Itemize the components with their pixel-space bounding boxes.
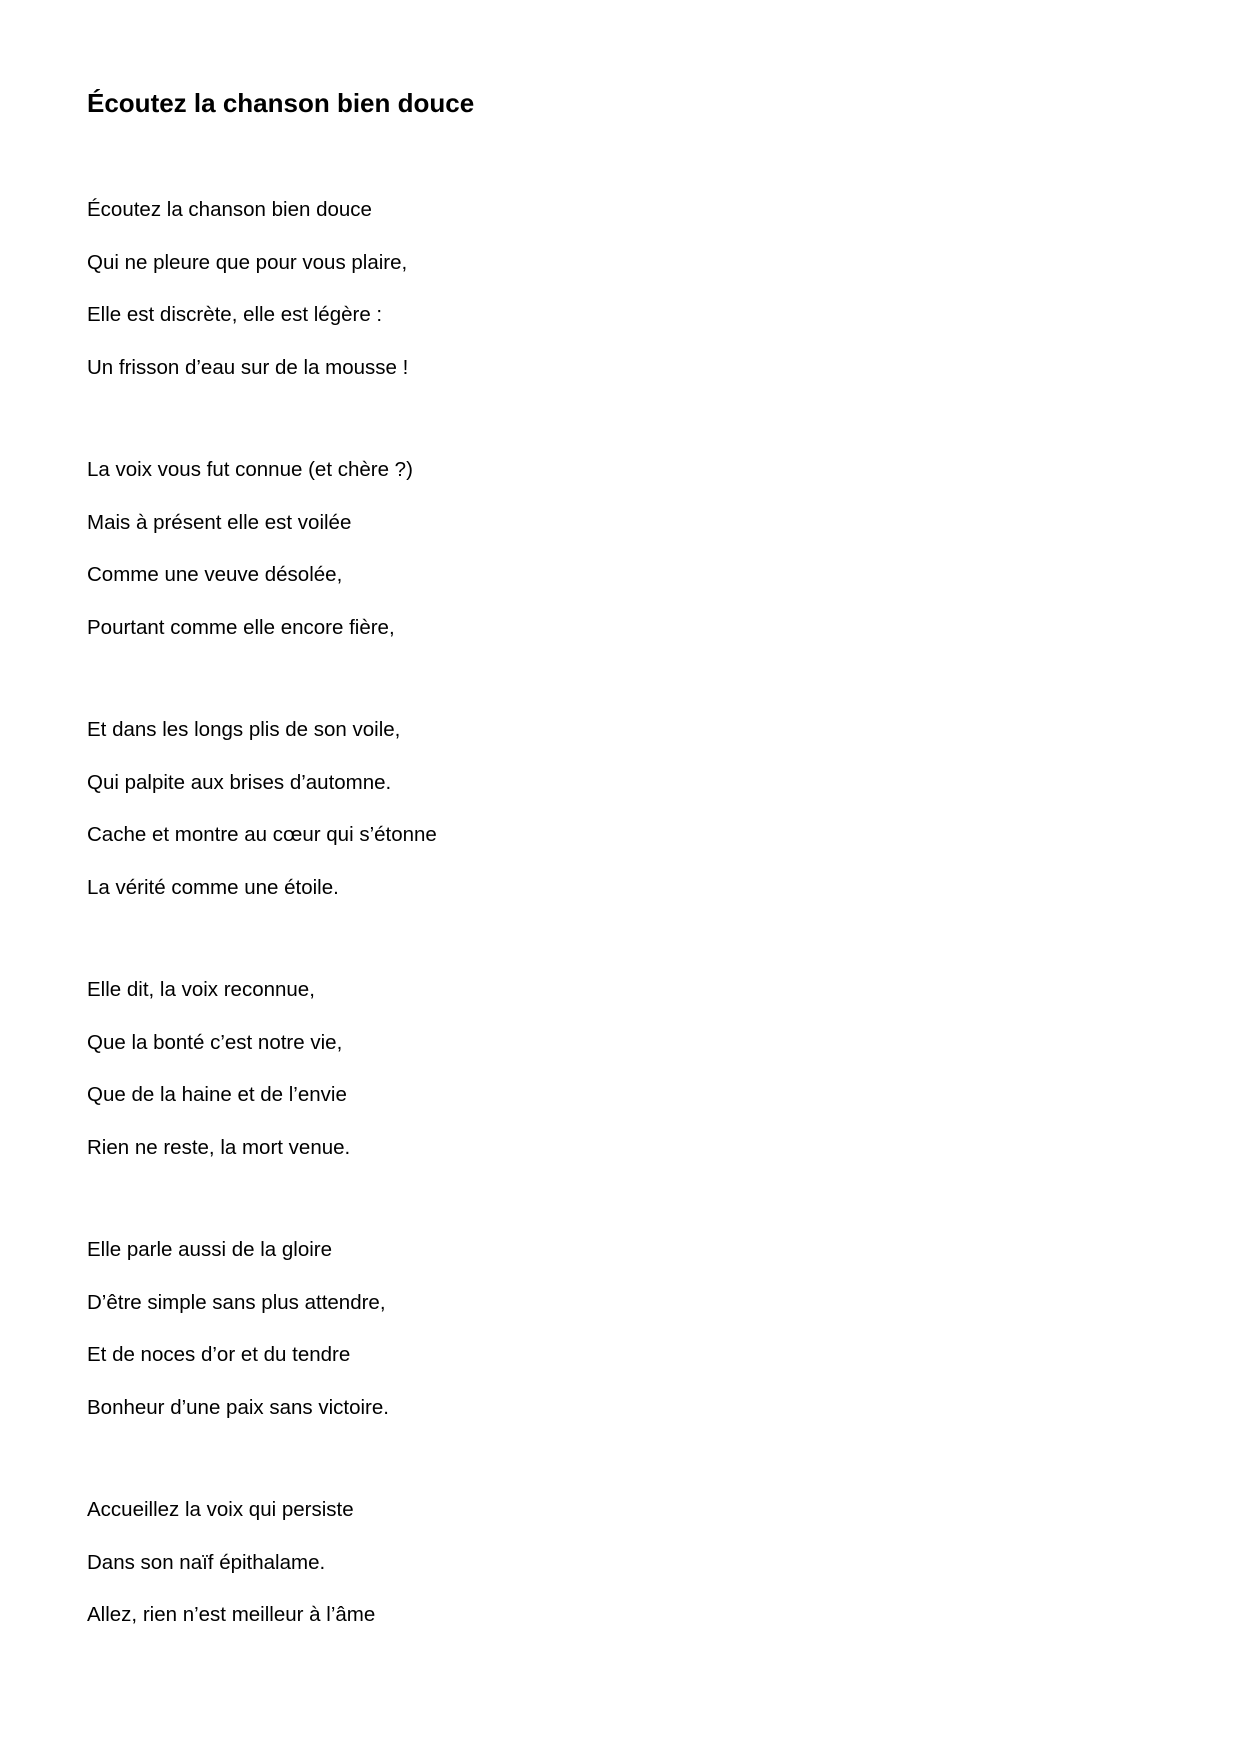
poem-body [87,196,1087,1704]
poem-line: Mais à présent elle est voilée [87,510,352,534]
poem-line: Elle est discrète, elle est légère : [87,303,383,326]
poem-line: Dans son naïf épithalame. [87,1550,326,1574]
poem-line: Qui ne pleure que pour vous plaire, [87,250,408,274]
poem-line: Et dans les longs plis de son voile, [87,718,401,741]
stanza-3 [87,716,1087,926]
poem-line: Pourtant comme elle encore fière, [87,615,395,639]
poem-line: Rien ne reste, la mort venue. [87,1135,351,1159]
poem-line: Et de noces d’or et du tendre [87,1343,351,1366]
poem-line: Un frisson d’eau sur de la mousse ! [87,355,409,379]
document-title: Écoutez la chanson bien douce [87,88,475,118]
poem-line: Accueillez la voix qui persiste [87,1498,354,1521]
poem-line: Qui palpite aux brises d’automne. [87,770,392,794]
poem-line: Allez, rien n’est meilleur à l’âme [87,1603,376,1626]
stanza-6 [87,1496,1087,1654]
poem-line: Que de la haine et de l’envie [87,1083,347,1106]
poem-line: Que la bonté c’est notre vie, [87,1030,343,1054]
poem-line: Cache et montre au cœur qui s’étonne [87,823,437,846]
poem-line: Bonheur d’une paix sans victoire. [87,1395,389,1419]
poem-line: La vérité comme une étoile. [87,875,339,899]
stanza-4 [87,976,1087,1186]
stanza-2 [87,456,1087,666]
stanza-5 [87,1236,1087,1446]
poem-line: D’être simple sans plus attendre, [87,1290,386,1314]
poem-line: La voix vous fut connue (et chère ?) [87,458,413,481]
poem-line: Elle parle aussi de la gloire [87,1238,332,1261]
poem-line: Écoutez la chanson bien douce [87,198,372,221]
poem-line: Elle dit, la voix reconnue, [87,978,315,1001]
poem-line: Comme une veuve désolée, [87,563,343,586]
stanza-1 [87,196,1087,406]
